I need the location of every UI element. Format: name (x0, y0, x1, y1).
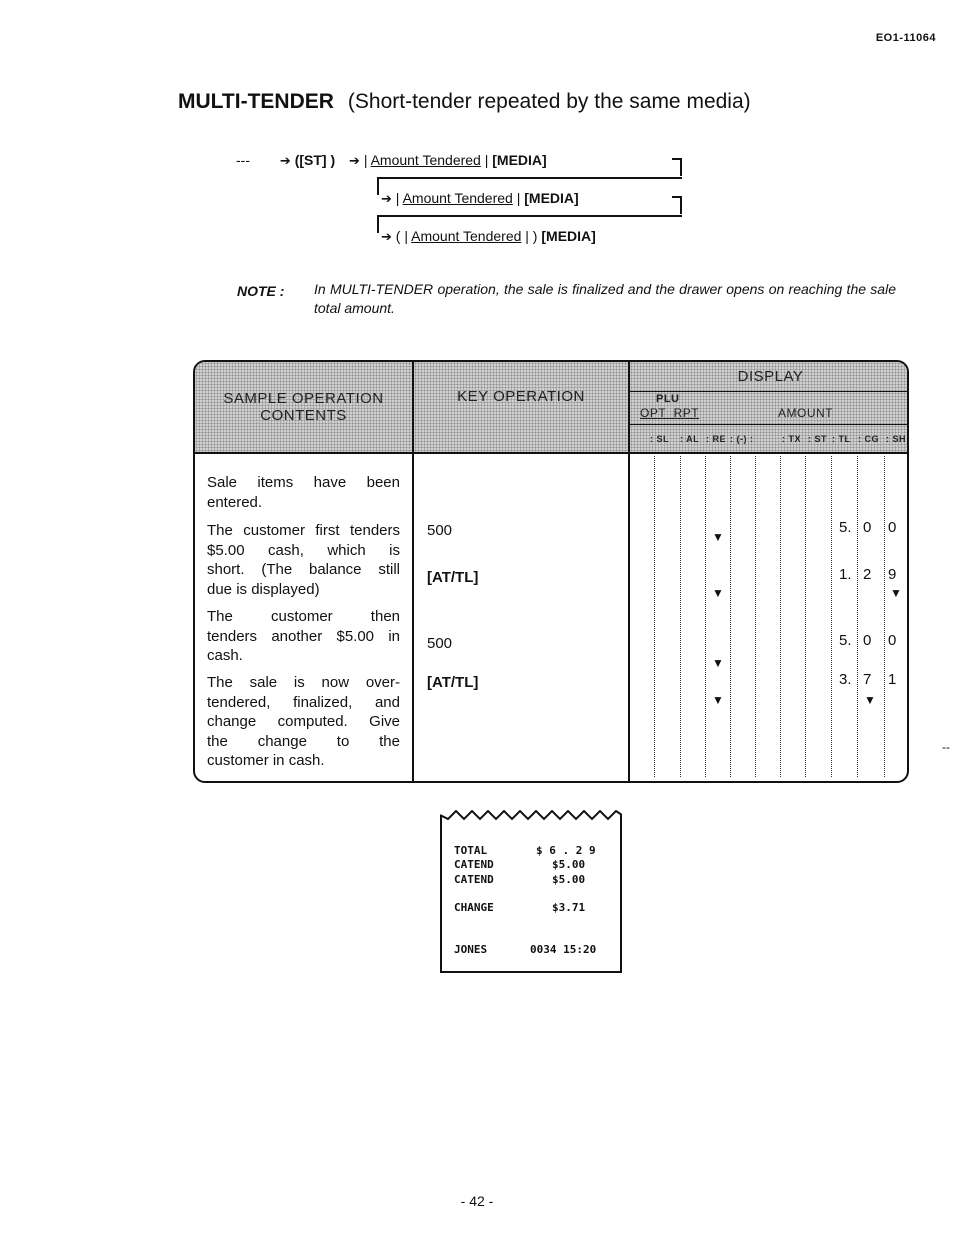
bar-left: | (395, 190, 400, 206)
contents-line: short. (The balance still (207, 561, 400, 578)
row-4-contents (207, 673, 400, 771)
media-key: [MEDIA] (541, 228, 596, 244)
display-digit: 0 (888, 632, 897, 649)
display-column-guide (884, 456, 885, 777)
contents-line: tendered, finalized, and (207, 693, 400, 711)
indicator-arrow-icon: ▼ (712, 586, 724, 600)
arrow-right-icon: ➔ (381, 229, 392, 244)
contents-line: due is displayed) (207, 580, 320, 598)
sequence-line-1 (236, 152, 547, 169)
indicator-label: : ST (808, 434, 827, 444)
amount-tendered-label: Amount Tendered (402, 190, 513, 206)
contents-line: $5.00 cash, which is (207, 541, 400, 559)
display-column-guide (705, 456, 706, 777)
receipt-label: CHANGE (454, 901, 494, 914)
indicator-arrow-icon: ▼ (712, 693, 724, 707)
receipt-value: $3.71 (552, 901, 586, 914)
indicator-arrow-icon: ▼ (890, 586, 902, 600)
indicator-label: : SH (886, 434, 906, 444)
indicator-label: : TL (832, 434, 851, 444)
row-2-contents (207, 521, 400, 599)
indicator-label: : (-) : (730, 434, 754, 444)
indicator-arrow-icon: ▼ (712, 656, 724, 670)
header-contents (195, 362, 412, 454)
sequence-lead: --- (236, 152, 250, 168)
contents-line: The sale is now over- (207, 674, 400, 691)
indicator-label: : TX (782, 434, 801, 444)
display-digit: 1. (839, 566, 852, 583)
key-entry: 500 (427, 635, 453, 652)
row-3-contents (207, 607, 400, 666)
amount-tendered-label: Amount Tendered (411, 228, 522, 244)
display-column-guide (730, 456, 731, 777)
receipt-value: $5.00 (552, 858, 586, 871)
bar-left: | (363, 152, 368, 168)
contents-line: The customer first tenders (207, 522, 400, 539)
header-key-operation (414, 362, 628, 454)
display-digit: 5. (839, 519, 852, 536)
contents-line: entered. (207, 493, 263, 511)
bar-right: | (484, 152, 489, 168)
title-main: MULTI-TENDER (178, 90, 334, 113)
display-digit: 2 (863, 566, 872, 583)
key-entry: [AT/TL] (427, 674, 479, 691)
amount-tendered-label: Amount Tendered (370, 152, 481, 168)
display-digit: 1 (888, 671, 897, 688)
title-subtitle: (Short-tender repeated by the same media) (347, 90, 751, 113)
receipt-label: JONES (454, 943, 488, 956)
media-key: [MEDIA] (492, 152, 547, 168)
header-amount: AMOUNT (778, 406, 833, 420)
indicator-label: : RE (706, 434, 726, 444)
receipt-label: CATEND (454, 873, 494, 886)
receipt-tear-edge (440, 809, 622, 821)
page-title (178, 90, 751, 114)
display-column-guide (805, 456, 806, 777)
display-column-guide (755, 456, 756, 777)
margin-mark: -- (942, 740, 950, 754)
header-plu: PLU (656, 393, 680, 405)
display-digit: 9 (888, 566, 897, 583)
header-key-label: KEY OPERATION (457, 388, 585, 405)
page-number: - 42 - (460, 1193, 494, 1209)
loop-bracket-right (672, 158, 682, 176)
arrow-right-icon: ➔ (349, 153, 360, 168)
display-area (630, 362, 909, 781)
document-code: EO1-11064 (875, 32, 936, 44)
display-column-guide (831, 456, 832, 777)
contents-line: tenders another $5.00 in (207, 627, 400, 645)
receipt-value: $ 6 . 2 9 (536, 844, 596, 857)
media-key: [MEDIA] (524, 190, 579, 206)
indicator-arrow-icon: ▼ (712, 530, 724, 544)
contents-line: Sale items have been (207, 474, 400, 491)
contents-line: change computed. Give (207, 713, 400, 730)
indicator-label: : SL (650, 434, 669, 444)
display-digit: 0 (888, 519, 897, 536)
sequence-line-2 (381, 190, 579, 207)
operation-table (193, 360, 909, 783)
display-column-guide (857, 456, 858, 777)
contents-line: customer in cash. (207, 752, 325, 769)
receipt-value: 0034 15:20 (530, 943, 597, 956)
display-column-guide (780, 456, 781, 777)
display-column-guide (654, 456, 655, 777)
arrow-right-icon: ➔ (381, 191, 392, 206)
column-divider (412, 362, 414, 781)
display-digit: 7 (863, 671, 872, 688)
contents-line: cash. (207, 647, 243, 664)
key-entry: 500 (427, 522, 453, 539)
indicator-label: : AL (680, 434, 700, 444)
display-digit: 5. (839, 632, 852, 649)
arrow-right-icon: ➔ (279, 153, 291, 168)
loop-bracket-right (672, 196, 682, 214)
contents-line: the change to the (207, 732, 400, 750)
sequence-line-3 (381, 228, 596, 245)
row-1-contents (207, 473, 400, 512)
display-column-guide (680, 456, 681, 777)
receipt-label: CATEND (454, 858, 494, 871)
indicator-arrow-icon: ▼ (864, 693, 876, 707)
optional-open: ( | (395, 228, 408, 244)
st-key: ([ST] ) (294, 152, 336, 168)
header-contents-line1: SAMPLE OPERATION (223, 390, 384, 407)
note-text: In MULTI-TENDER operation, the sale is finalized and the drawer opens on reaching the sale total amount. (314, 281, 896, 316)
optional-close: | ) (525, 228, 538, 244)
header-contents-line2: CONTENTS (260, 407, 347, 424)
indicator-label: : CG (858, 434, 879, 444)
receipt (440, 815, 622, 973)
header-opt-rpt: OPT RPT (640, 406, 700, 420)
header-display-label: DISPLAY (737, 368, 804, 385)
receipt-label: TOTAL (454, 844, 488, 857)
key-entry: [AT/TL] (427, 569, 479, 586)
receipt-value: $5.00 (552, 873, 586, 886)
note-label: NOTE : (237, 283, 285, 299)
display-digit: 0 (863, 632, 872, 649)
display-digit: 0 (863, 519, 872, 536)
display-digit: 3. (839, 671, 852, 688)
bar-right: | (516, 190, 521, 206)
contents-line: The customer then (207, 608, 400, 625)
